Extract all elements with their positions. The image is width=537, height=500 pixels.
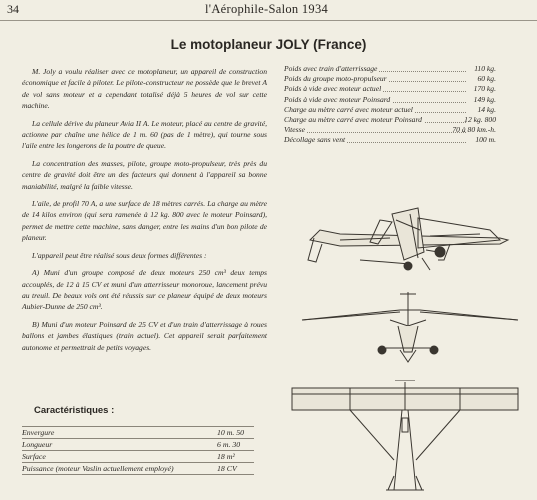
divider <box>22 462 254 463</box>
spec-value: 6 m. 30 <box>217 440 241 449</box>
performance-table <box>284 64 516 146</box>
paragraph: M. Joly a voulu réaliser avec ce motoplaneur, un appareil de construction économique et facile à piloter. Le pilote-constructeur ne possède que le brevet A de vol sans moteur et a cependant totalisé déjà 5 heures de vol sur cette machine. <box>22 67 267 111</box>
table-row <box>284 95 516 105</box>
publication-title: l'Aérophile-Salon 1934 <box>205 2 329 16</box>
perf-value: 170 kg. <box>473 84 496 94</box>
header-rule <box>0 20 537 21</box>
perf-label: Décollage sans vent <box>284 135 346 145</box>
front-view-drawing <box>300 290 520 370</box>
spec-value: 18 CV <box>217 464 237 473</box>
perf-label: Charge au mètre carré avec moteur actuel <box>284 104 413 114</box>
spec-label: Envergure <box>22 428 55 437</box>
table-row <box>284 64 516 74</box>
side-view-drawing <box>300 200 520 290</box>
perf-value: 14 kg. <box>477 104 496 114</box>
perf-value: 149 kg. <box>473 94 496 104</box>
table-row <box>284 105 516 115</box>
paragraph: B) Muni d'un moteur Poinsard de 25 CV et d'un train d'atterrissage à roues ballons et jambes élastiques (train actuel). Cet appareil serait parfaitement autonome et permettrait de petits voyages. <box>22 319 267 352</box>
perf-label: Vitesse <box>284 125 305 135</box>
perf-value: 70 à 80 km.-h. <box>452 125 496 135</box>
plan-view-drawing <box>290 380 520 498</box>
table-row <box>284 115 516 125</box>
paragraph: La concentration des masses, pilote, groupe moto-propulseur, très près du centre de gravité doit être un des facteurs qui donnent à l'appareil sa bonne maniabilité, malgré la faible vitesse. <box>22 158 267 191</box>
table-row <box>284 135 516 145</box>
divider <box>22 474 254 475</box>
paragraph: A) Muni d'un groupe composé de deux moteurs 250 cm³ deux temps accouplés, de 12 à 15 CV et muni d'un atterrisseur monoroue, lancement prévu au treuil. De beaux vols ont été réussis sur ce planeur équipé de deux moteurs Aubier-Dunne de 250 cm³. <box>22 268 267 312</box>
page-number: 34 <box>7 2 19 16</box>
paragraph: L'appareil peut être réalisé sous deux formes différentes : <box>32 250 207 260</box>
perf-label: Poids à vide avec moteur actuel <box>284 84 382 94</box>
perf-value: 60 kg. <box>477 74 496 84</box>
paragraph: La cellule dérive du planeur Avia II A. Le moteur, placé au centre de gravité, actionne par chaîne une hélice de 1 m. 60 (pas de 1 mètre), qui tourne sous l'aile entre les longerons de la poutre de queue. <box>22 118 267 151</box>
table-row <box>284 74 516 84</box>
spec-label: Puissance (moteur Vaslin actuellement employé) <box>22 464 174 473</box>
table-row <box>284 125 516 135</box>
perf-value: 100 m. <box>475 135 496 145</box>
spec-value: 10 m. 50 <box>217 428 245 437</box>
table-row <box>284 84 516 94</box>
spec-label: Longueur <box>22 440 53 449</box>
divider <box>22 438 254 439</box>
article-body <box>22 66 267 359</box>
perf-label: Poids avec train d'atterrissage <box>284 64 378 73</box>
characteristics-title: Caractéristiques : <box>34 405 115 416</box>
article-title: Le motoplaneur JOLY (France) <box>170 37 367 52</box>
perf-label: Charge au mètre carré avec moteur Poinsard <box>284 114 422 124</box>
paragraph: L'aile, de profil 70 A, a une surface de 18 mètres carrés. La charge au mètre de 14 kilos environ (qui sera ramenée à 12 kg. 800 avec le moteur Poinsard), permet de mettre cette machine, sans danger, entre les mains d'un bon pilote de planeur. <box>22 199 267 243</box>
perf-label: Poids du groupe moto-propulseur <box>284 74 387 84</box>
divider <box>22 450 254 451</box>
spec-label: Surface <box>22 452 46 461</box>
perf-value: 12 kg. 800 <box>464 114 496 124</box>
perf-value: 110 kg. <box>474 64 496 73</box>
divider <box>22 426 254 427</box>
perf-label: Poids à vide avec moteur Poinsard <box>284 94 391 104</box>
spec-value: 18 m² <box>217 452 235 461</box>
